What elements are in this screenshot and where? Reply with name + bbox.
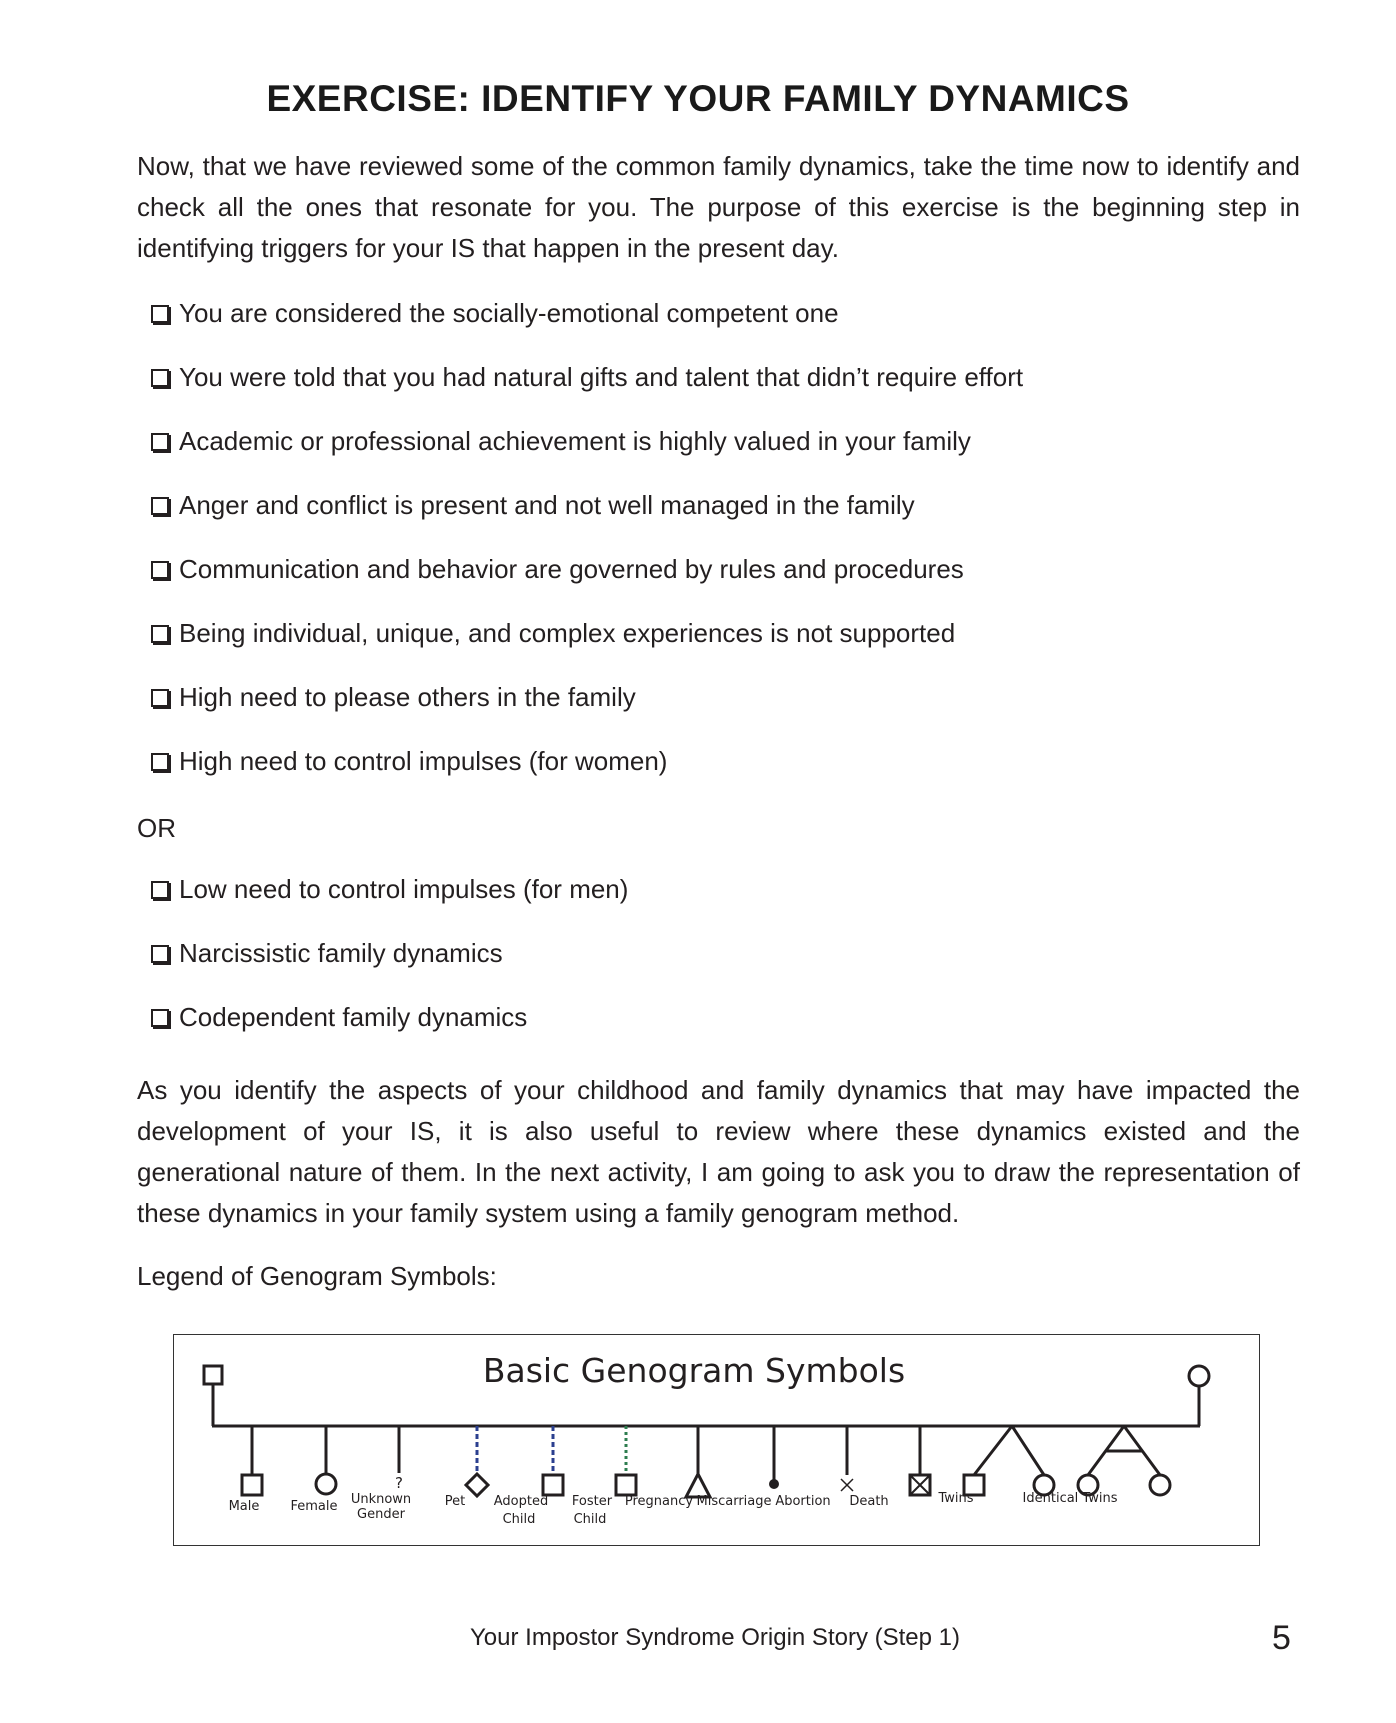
- checklist-item-label: Academic or professional achievement is highly valued in your family: [179, 426, 971, 456]
- genogram-legend-diagram: [173, 1334, 1260, 1546]
- label-pet: Pet: [444, 1494, 466, 1509]
- page-footer: Your Impostor Syndrome Origin Story (Step 1): [470, 1624, 960, 1651]
- genogram-title: Basic Genogram Symbols: [482, 1351, 906, 1390]
- female-circle-icon: [1189, 1366, 1209, 1386]
- label-twins: Twins: [938, 1491, 974, 1506]
- checkbox-icon[interactable]: [151, 305, 169, 323]
- intro-paragraph: Now, that we have reviewed some of the common family dynamics, take the time now to identify and check all the ones that resonate for you. The purpose of this exercise is the beginning step in identifying triggers for your IS that happen in the present day.: [137, 151, 1300, 263]
- checkbox-icon[interactable]: [151, 625, 169, 643]
- label-unknown-gender-2: Gender: [357, 1507, 405, 1522]
- legend-caption: Legend of Genogram Symbols:: [137, 1261, 497, 1291]
- checkbox-icon[interactable]: [151, 945, 169, 963]
- unknown-gender-icon: ?: [395, 1474, 403, 1492]
- pet-diamond-icon: [466, 1474, 488, 1496]
- label-foster-child-2: Child: [573, 1512, 607, 1527]
- identical-twin-icon: [1150, 1475, 1170, 1495]
- outro-paragraph: As you identify the aspects of your childhood and family dynamics that may have impacted the development of your IS, it is also useful to review where these dynamics existed and the generational nature of them. In the next activity, I am going to ask you to draw the representation of these dynamics in your family system using a family genogram method.: [137, 1075, 1300, 1228]
- checklist-item[interactable]: [151, 613, 955, 654]
- checklist-item-label: You were told that you had natural gifts and talent that didn’t require effort: [179, 362, 1024, 392]
- label-adopted-child: Adopted: [493, 1494, 549, 1509]
- checklist-item-label: Anger and conflict is present and not well managed in the family: [179, 490, 915, 520]
- checklist-item[interactable]: [151, 293, 839, 334]
- checklist-item[interactable]: [151, 933, 503, 974]
- male-square-icon: [204, 1366, 222, 1384]
- checklist-item[interactable]: [151, 741, 667, 782]
- checklist-item[interactable]: [151, 485, 915, 526]
- label-pregnancy: Pregnancy: [624, 1494, 694, 1509]
- checkbox-icon[interactable]: [151, 881, 169, 899]
- male-icon: [242, 1475, 262, 1495]
- checklist-item-label: High need to please others in the family: [179, 682, 636, 712]
- label-foster-child: Foster: [571, 1494, 613, 1509]
- checklist-item-label: Narcissistic family dynamics: [179, 938, 503, 968]
- checkbox-icon[interactable]: [151, 561, 169, 579]
- checkbox-icon[interactable]: [151, 433, 169, 451]
- label-miscarriage: Miscarriage: [696, 1494, 772, 1509]
- label-death: Death: [849, 1494, 889, 1509]
- checkbox-icon[interactable]: [151, 689, 169, 707]
- checklist-item[interactable]: [151, 869, 628, 910]
- checkbox-icon[interactable]: [151, 369, 169, 387]
- genogram-svg: [174, 1335, 1258, 1544]
- checklist-item-label: You are considered the socially-emotional competent one: [179, 298, 839, 328]
- miscarriage-dot-icon: [771, 1481, 778, 1488]
- checklist-item-label: Codependent family dynamics: [179, 1002, 528, 1032]
- page-number: 5: [1272, 1619, 1291, 1657]
- label-male: Male: [228, 1499, 260, 1514]
- label-unknown-gender: Unknown: [350, 1492, 412, 1507]
- checkbox-icon[interactable]: [151, 753, 169, 771]
- checklist-item-label: Being individual, unique, and complex experiences is not supported: [179, 618, 956, 648]
- label-abortion: Abortion: [775, 1494, 831, 1509]
- abortion-x-icon: [841, 1479, 853, 1491]
- checkbox-icon[interactable]: [151, 1009, 169, 1027]
- checklist-item[interactable]: [151, 421, 971, 462]
- checkbox-icon[interactable]: [151, 497, 169, 515]
- twins-lines: [974, 1426, 1044, 1475]
- checklist-item[interactable]: [151, 997, 527, 1038]
- identical-twins-lines: [1088, 1426, 1160, 1475]
- checklist-item-label: High need to control impulses (for women): [179, 746, 668, 776]
- death-cross-mark: [910, 1475, 930, 1495]
- page-title: EXERCISE: IDENTIFY YOUR FAMILY DYNAMICS: [266, 78, 1130, 119]
- checklist-item[interactable]: [151, 357, 1023, 398]
- checklist-item-label: Communication and behavior are governed by rules and procedures: [179, 554, 964, 584]
- checklist-item-label: Low need to control impulses (for men): [179, 874, 629, 904]
- label-female: Female: [290, 1499, 338, 1514]
- adopted-child-icon: [543, 1475, 563, 1495]
- or-label: OR: [137, 813, 176, 843]
- checklist-item[interactable]: [151, 549, 964, 590]
- foster-child-icon: [616, 1475, 636, 1495]
- female-icon: [316, 1474, 336, 1494]
- label-identical-twins: Identical Twins: [1022, 1491, 1118, 1506]
- label-adopted-child-2: Child: [502, 1512, 536, 1527]
- checklist-item[interactable]: [151, 677, 636, 718]
